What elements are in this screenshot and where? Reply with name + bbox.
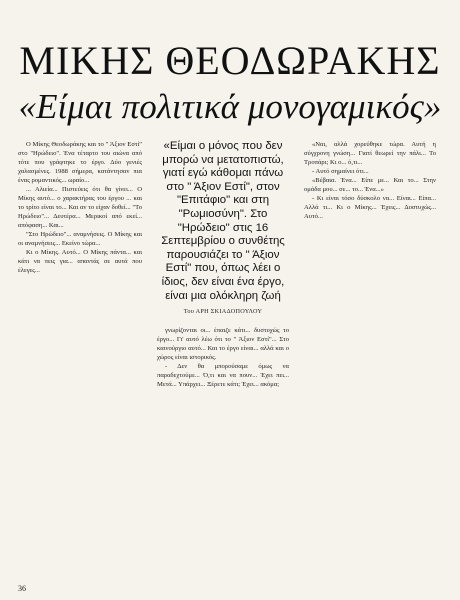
headline-quote: «Είμαι πολιτικά μονογαμικός» xyxy=(18,87,442,126)
paragraph: - Δεν θα μπορούσαμε όμως να παραδεχτούμε... Ό,τι και να πουν... Έχει πει... Μετά... Υπάρχει... Ξέρετε κάτι; Έχει... ακόμα; xyxy=(157,363,289,389)
paragraph: - Αυτό σημαίνει ότι... xyxy=(312,168,369,175)
paragraph: Ο Μίκης Θεοδωράκης και το " Άξιον Εστί" στο "Ηρώδειο". Ένα τέταρτο του αιώνα από τότε που γράφτηκε το έργο. Δύο γενιές χαλασμένες. 1988 σήμερα, κατάντησαν πια ένας ρομαντικός... ωραίο... xyxy=(18,141,142,184)
column-middle-body xyxy=(157,326,289,389)
paragraph: Κι ο Μίκης. Αυτό... Ο Μίκης πάντα... και κάτι να πεις για... απαντάς σε αυτά που έλεγες... xyxy=(18,249,142,274)
headline-name: ΜΙΚΗΣ ΘΕΟΔΩΡΑΚΗΣ xyxy=(19,38,441,83)
paragraph: «Ναι, αλλά χορεύθηκε τώρα. Αυτή η σύγχρονη γνώση... Γιατί θεωρεί την πάλι... Το Τροπάρι; Κι ο... ό,τι... xyxy=(304,141,436,166)
byline: Του ΑΡΗ ΣΚΙΑΔΟΠΟΥΛΟΥ xyxy=(183,308,263,316)
pull-quote: «Είμαι ο μόνος που δεν μπορώ να μετατοπιστώ, γιατί εγώ κάθομαι πάνω στο " Άξιον Εστί", στον "Επιτάφιο" και στη "Ρωμιοσύνη". Στο "Ηρώδειο" στις 16 Σεπτεμβρίου ο συνθέτης παρουσιάζει το " Άξιον Εστί" που, όπως λέει ο ίδιος, δεν είναι ένα έργο, είναι μια ολόκληρη ζωή xyxy=(161,140,285,302)
column-middle xyxy=(157,140,289,576)
paragraph: ... Αλιεία... Πιστεύεις ότι θα γίνει... Ο Μίκης αυτό... ο χαρακτήρας του έργου ... και το τρίτο είναι το... Και αν το είχαν δοθεί... "Το Ηρώδειο"... Δευτέρα... Μερικοί από εκεί... απόφαση... Και... xyxy=(18,186,142,229)
column-right xyxy=(304,140,436,576)
column-left xyxy=(18,140,142,576)
paragraph: "Στο Ηρώδειο"... αναμνήσεις. Ο Μίκης και οι αναμνήσεις... Εκείνο τώρα... xyxy=(18,231,142,247)
paragraph: «Βέβαια. Ένα... Είπε με... Και το... Στην ομάδα μου... σε... το... Ένα...» xyxy=(304,177,436,193)
page-number: 36 xyxy=(18,584,26,593)
paragraph: - Κι είναι τόσο δύσκολο να... Είναι... Είπα... Αλλά τι... Κι ο Μίκης... Έχεις... Δυστυχώς... Αυτό... xyxy=(304,195,436,220)
paragraph: γνωρίζονται οι... έπαιζε κάτι... δυστυχώς το έργο... Γι' αυτό λέω ότι το " Άξιον Εστί"... Στο καινούργιο αυτό... Και το έργο είναι... αλλά και ο χώρος είναι ιστορικός. xyxy=(157,327,289,362)
